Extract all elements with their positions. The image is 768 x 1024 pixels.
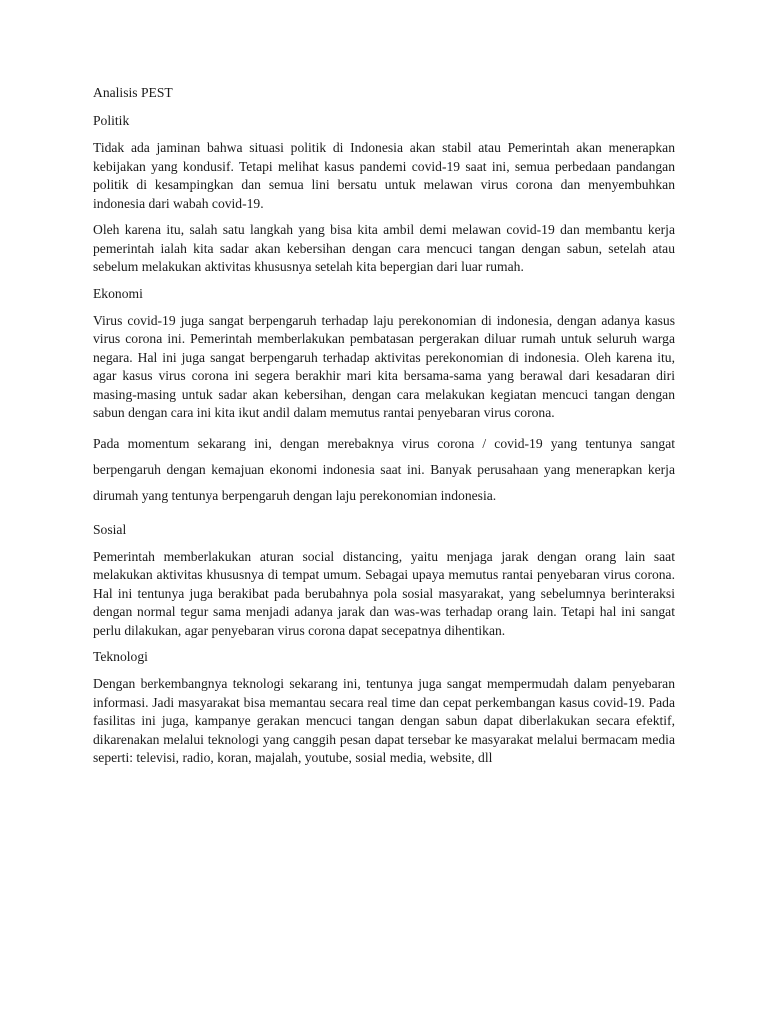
paragraph-ekonomi-2: Pada momentum sekarang ini, dengan merebaknya virus corona / covid-19 yang tentunya sangat berpengaruh dengan kemajuan ekonomi indonesia saat ini. Banyak perusahaan yang menerapkan kerja dirumah yang tentunya berpengaruh dengan laju perekonomian indonesia. [93,435,675,503]
document-title: Analisis PEST [93,85,173,100]
paragraph-teknologi-1: Dengan berkembangnya teknologi sekarang ini, tentunya juga sangat mempermudah dalam penyebaran informasi. Jadi masyarakat bisa memantau secara real time dan cepat perkembangan kasus covid-19. Pada fasilitas ini juga, kampanye gerakan mencuci tangan dengan sabun dapat diberlakukan secara efektif, dikarenakan melalui teknologi yang canggih pesan dapat tersebar ke masyarakat melalui bermacam media seperti: televisi, radio, koran, majalah, youtube, sosial media, website, dll [93,676,675,765]
section-heading-sosial: Sosial [93,521,127,537]
paragraph-ekonomi-1: Virus covid-19 juga sangat berpengaruh terhadap laju perekonomian di indonesia, dengan adanya kasus virus corona ini. Pemerintah memberlakukan pembatasan pergerakan diluar rumah untuk seluruh warga negara. Hal ini juga sangat berpengaruh terhadap aktivitas perekonomian di indonesia. Oleh karena itu, agar kasus virus corona ini segera berakhir mari kita bersama-sama yang berawal dari kesadaran diri masing-masing untuk sadar akan kebersihan, dengan cara melakukan kegiatan mencuci tangan dengan sabun dengan cara ini kita ikut andil dalam memutus rantai penyebaran virus corona. [93,312,675,420]
paragraph-sosial-1: Pemerintah memberlakukan aturan social distancing, yaitu menjaga jarak dengan orang lain saat melakukan aktivitas khususnya di tempat umum. Sebagai upaya memutus rantai penyebaran virus corona. Hal ini tentunya juga berakibat pada berubahnya pola sosial masyarakat, yang sebelumnya berinteraksi dengan normal tegur sama menjadi adanya jarak dan was-was terhadap orang lain. Tetapi hal ini sangat perlu dilakukan, agar penyebaran virus corona dapat secepatnya dihentikan. [93,548,675,638]
paragraph-politik-1: Tidak ada jaminan bahwa situasi politik di Indonesia akan stabil atau Pemerintah akan menerapkan kebijakan yang kondusif. Tetapi melihat kasus pandemi covid-19 saat ini, semua perbedaan pandangan politik di kesampingkan dan semua lini bersatu untuk melawan virus corona dan menyembuhkan indonesia dari wabah covid-19. [93,140,675,211]
section-heading-teknologi: Teknologi [93,649,148,664]
paragraph-politik-2: Oleh karena itu, salah satu langkah yang bisa kita ambil demi melawan covid-19 dan membantu kerja pemerintah ialah kita sadar akan kebersihan dengan cara mencuci tangan dengan sabun, setelah atau sebelum melakukan aktivitas khususnya setelah kita bepergian dari luar rumah. [93,222,675,274]
document-page [93,84,675,776]
section-heading-politik: Politik [93,113,130,128]
section-heading-ekonomi: Ekonomi [93,285,143,301]
